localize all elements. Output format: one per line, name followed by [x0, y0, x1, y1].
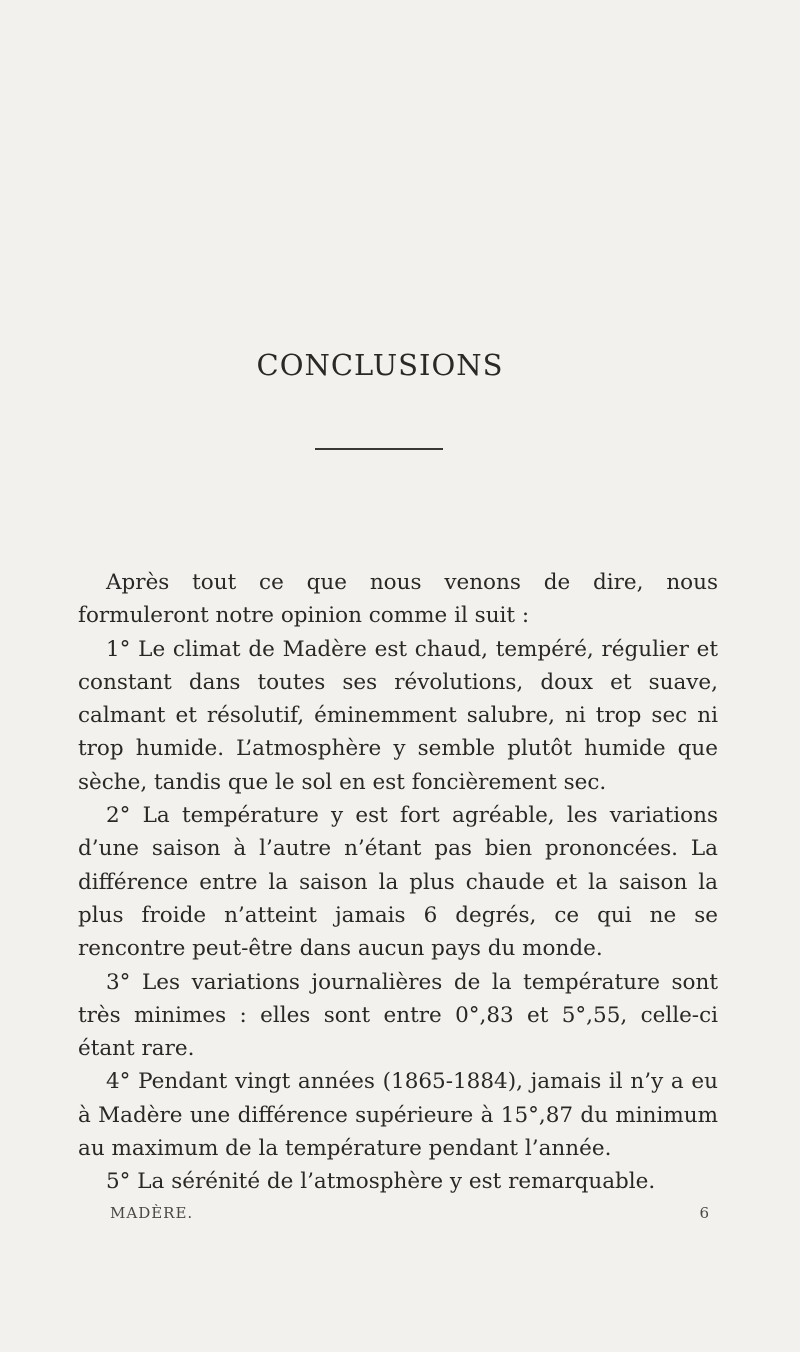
- body-text: [78, 566, 718, 1199]
- paragraph-point-4: 4° Pendant vingt années (1865-1884), jamais il n’y a eu à Madère une différence supérieure à 15°,87 du minimum au maximum de la température pendant l’année.: [78, 1069, 718, 1162]
- page-footer: [110, 1204, 710, 1222]
- paragraph-point-2: 2° La température y est fort agréable, les variations d’une saison à l’autre n’étant pas bien prononcées. La différence entre la saison la plus chaude et la saison la plus froide n’atteint jamais 6 degrés, ce qui ne se rencontre peut-être dans aucun pays du monde.: [78, 803, 718, 962]
- title-rule: [315, 448, 443, 450]
- signature-mark: MADÈRE.: [110, 1204, 194, 1222]
- paragraph-point-1: 1° Le climat de Madère est chaud, tempéré, régulier et constant dans toutes ses révolutions, doux et suave, calmant et résolutif, éminemment salubre, ni trop sec ni trop humide. L’atmosphère y semble plutôt humide que sèche, tandis que le sol en est foncièrement sec.: [78, 636, 718, 795]
- sheet-number: 6: [699, 1204, 710, 1222]
- page-title: CONCLUSIONS: [256, 348, 504, 382]
- paragraph-point-3: 3° Les variations journalières de la température sont très minimes : elles sont entre 0°,83 et 5°,55, celle-ci étant rare.: [78, 969, 718, 1062]
- paragraph-point-5: 5° La sérénité de l’atmosphère y est remarquable.: [106, 1169, 656, 1195]
- paragraph-intro: Après tout ce que nous venons de dire, nous formuleront notre opinion comme il suit :: [78, 570, 718, 629]
